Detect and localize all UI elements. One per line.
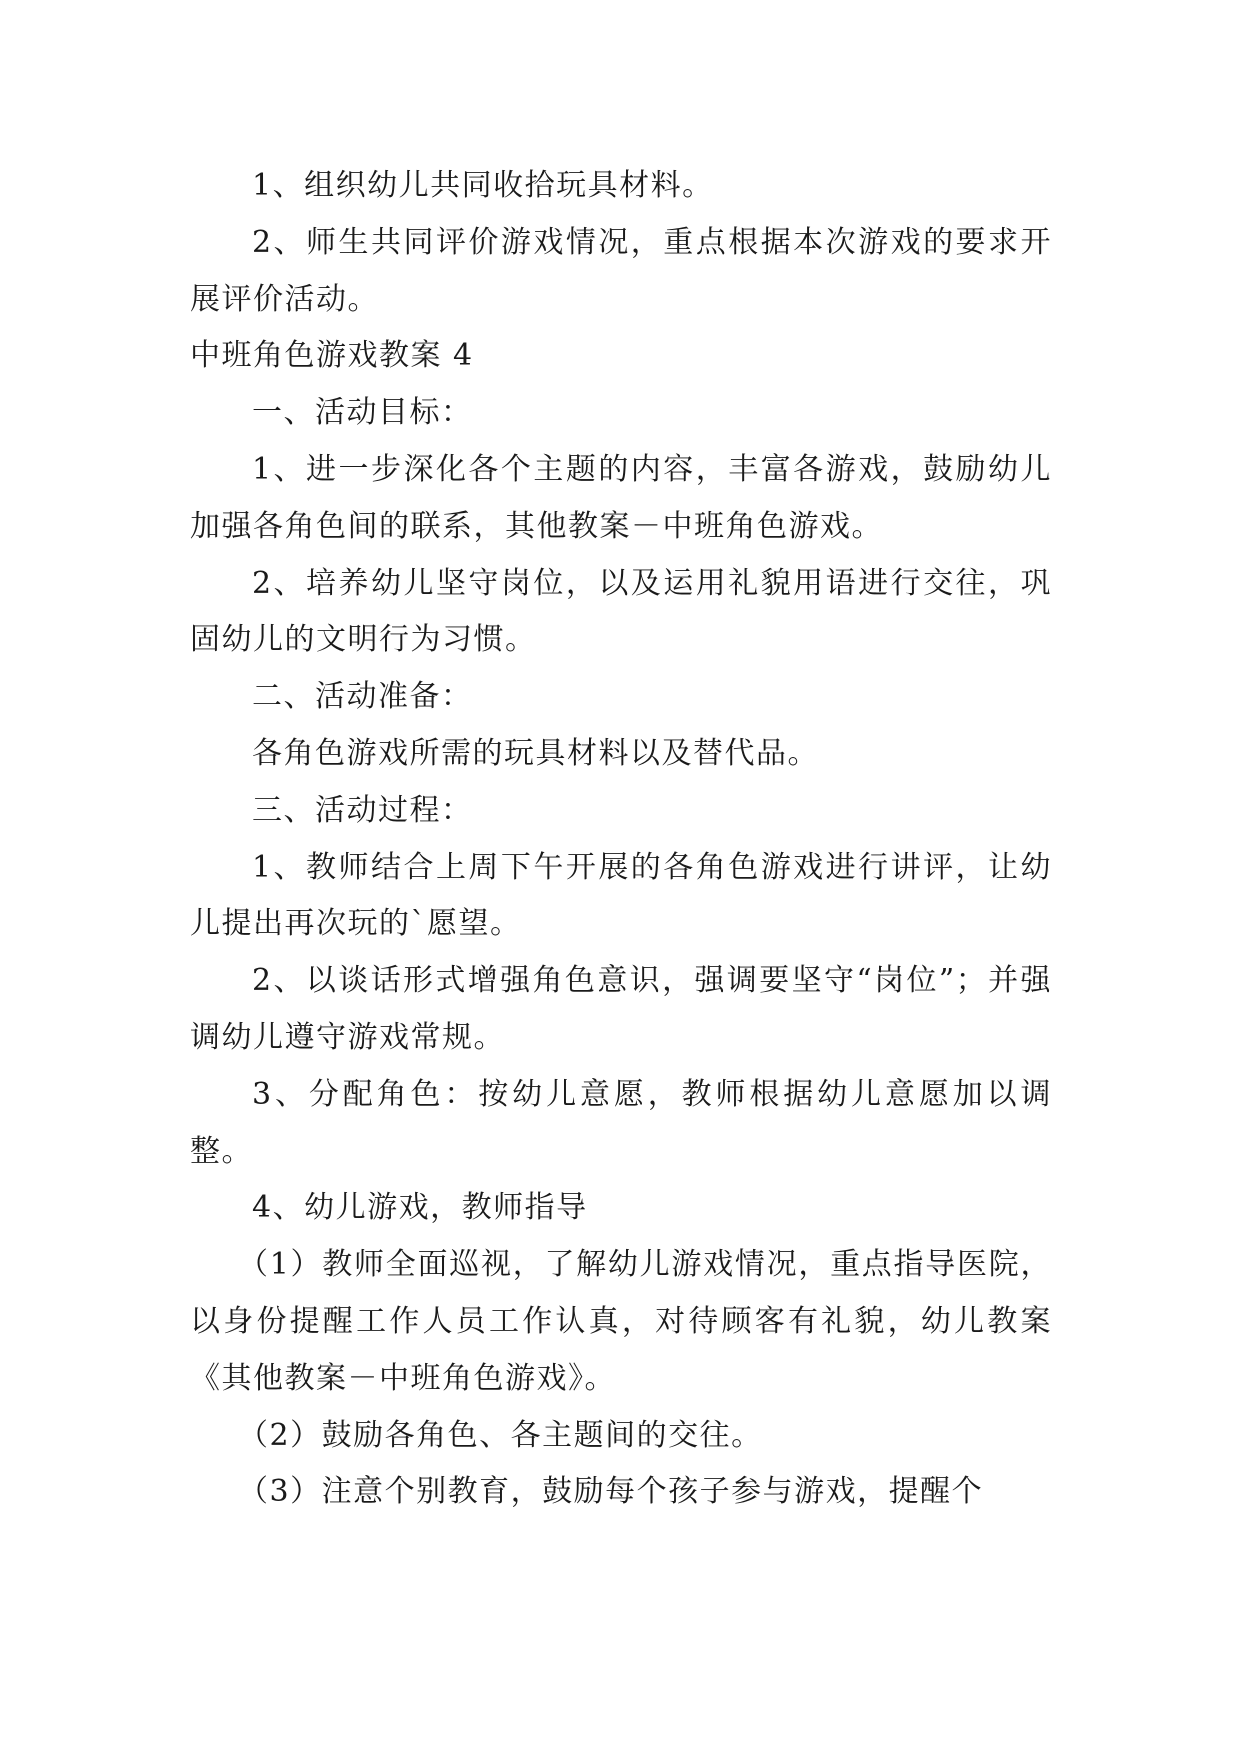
section-heading: 中班角色游戏教案 4 bbox=[190, 338, 474, 374]
process-step-4: 4、幼儿游戏，教师指导 bbox=[252, 1190, 588, 1226]
guidance-item-1: （1）教师全面巡视，了解幼儿游戏情况，重点指导医院，以身份提醒工作人员工作认真，对待顾客有礼貌，幼儿教案《其他教案－中班角色游戏》。 bbox=[190, 1247, 1052, 1396]
prep-materials: 各角色游戏所需的玩具材料以及替代品。 bbox=[252, 735, 819, 771]
paragraph-cleanup-toys: 1、组织幼儿共同收拾玩具材料。 bbox=[252, 168, 714, 203]
activity-process-heading: 三、活动过程： bbox=[252, 792, 473, 828]
process-step-2: 2、以谈话形式增强角色意识，强调要坚守“岗位”；并强调幼儿遵守游戏常规。 bbox=[190, 963, 1052, 1055]
goal-item-2: 2、培养幼儿坚守岗位，以及运用礼貌用语进行交往，巩固幼儿的文明行为习惯。 bbox=[190, 565, 1052, 658]
process-step-1: 1、教师结合上周下午开展的各角色游戏进行讲评，让幼儿提出再次玩的`愿望。 bbox=[190, 849, 1052, 942]
paragraph-evaluate-game: 2、师生共同评价游戏情况，重点根据本次游戏的要求开展评价活动。 bbox=[190, 224, 1052, 317]
goal-item-1: 1、进一步深化各个主题的内容，丰富各游戏，鼓励幼儿加强各角色间的联系，其他教案－中班角色游戏。 bbox=[190, 451, 1052, 544]
activity-goals-heading: 一、活动目标： bbox=[252, 395, 473, 431]
guidance-item-3: （3）注意个别教育，鼓励每个孩子参与游戏，提醒个 bbox=[238, 1474, 984, 1510]
process-step-3: 3、分配角色：按幼儿意愿，教师根据幼儿意愿加以调整。 bbox=[190, 1076, 1052, 1169]
guidance-item-2: （2）鼓励各角色、各主题间的交往。 bbox=[238, 1417, 763, 1453]
activity-prep-heading: 二、活动准备： bbox=[252, 679, 473, 715]
document-body bbox=[190, 158, 1052, 1521]
